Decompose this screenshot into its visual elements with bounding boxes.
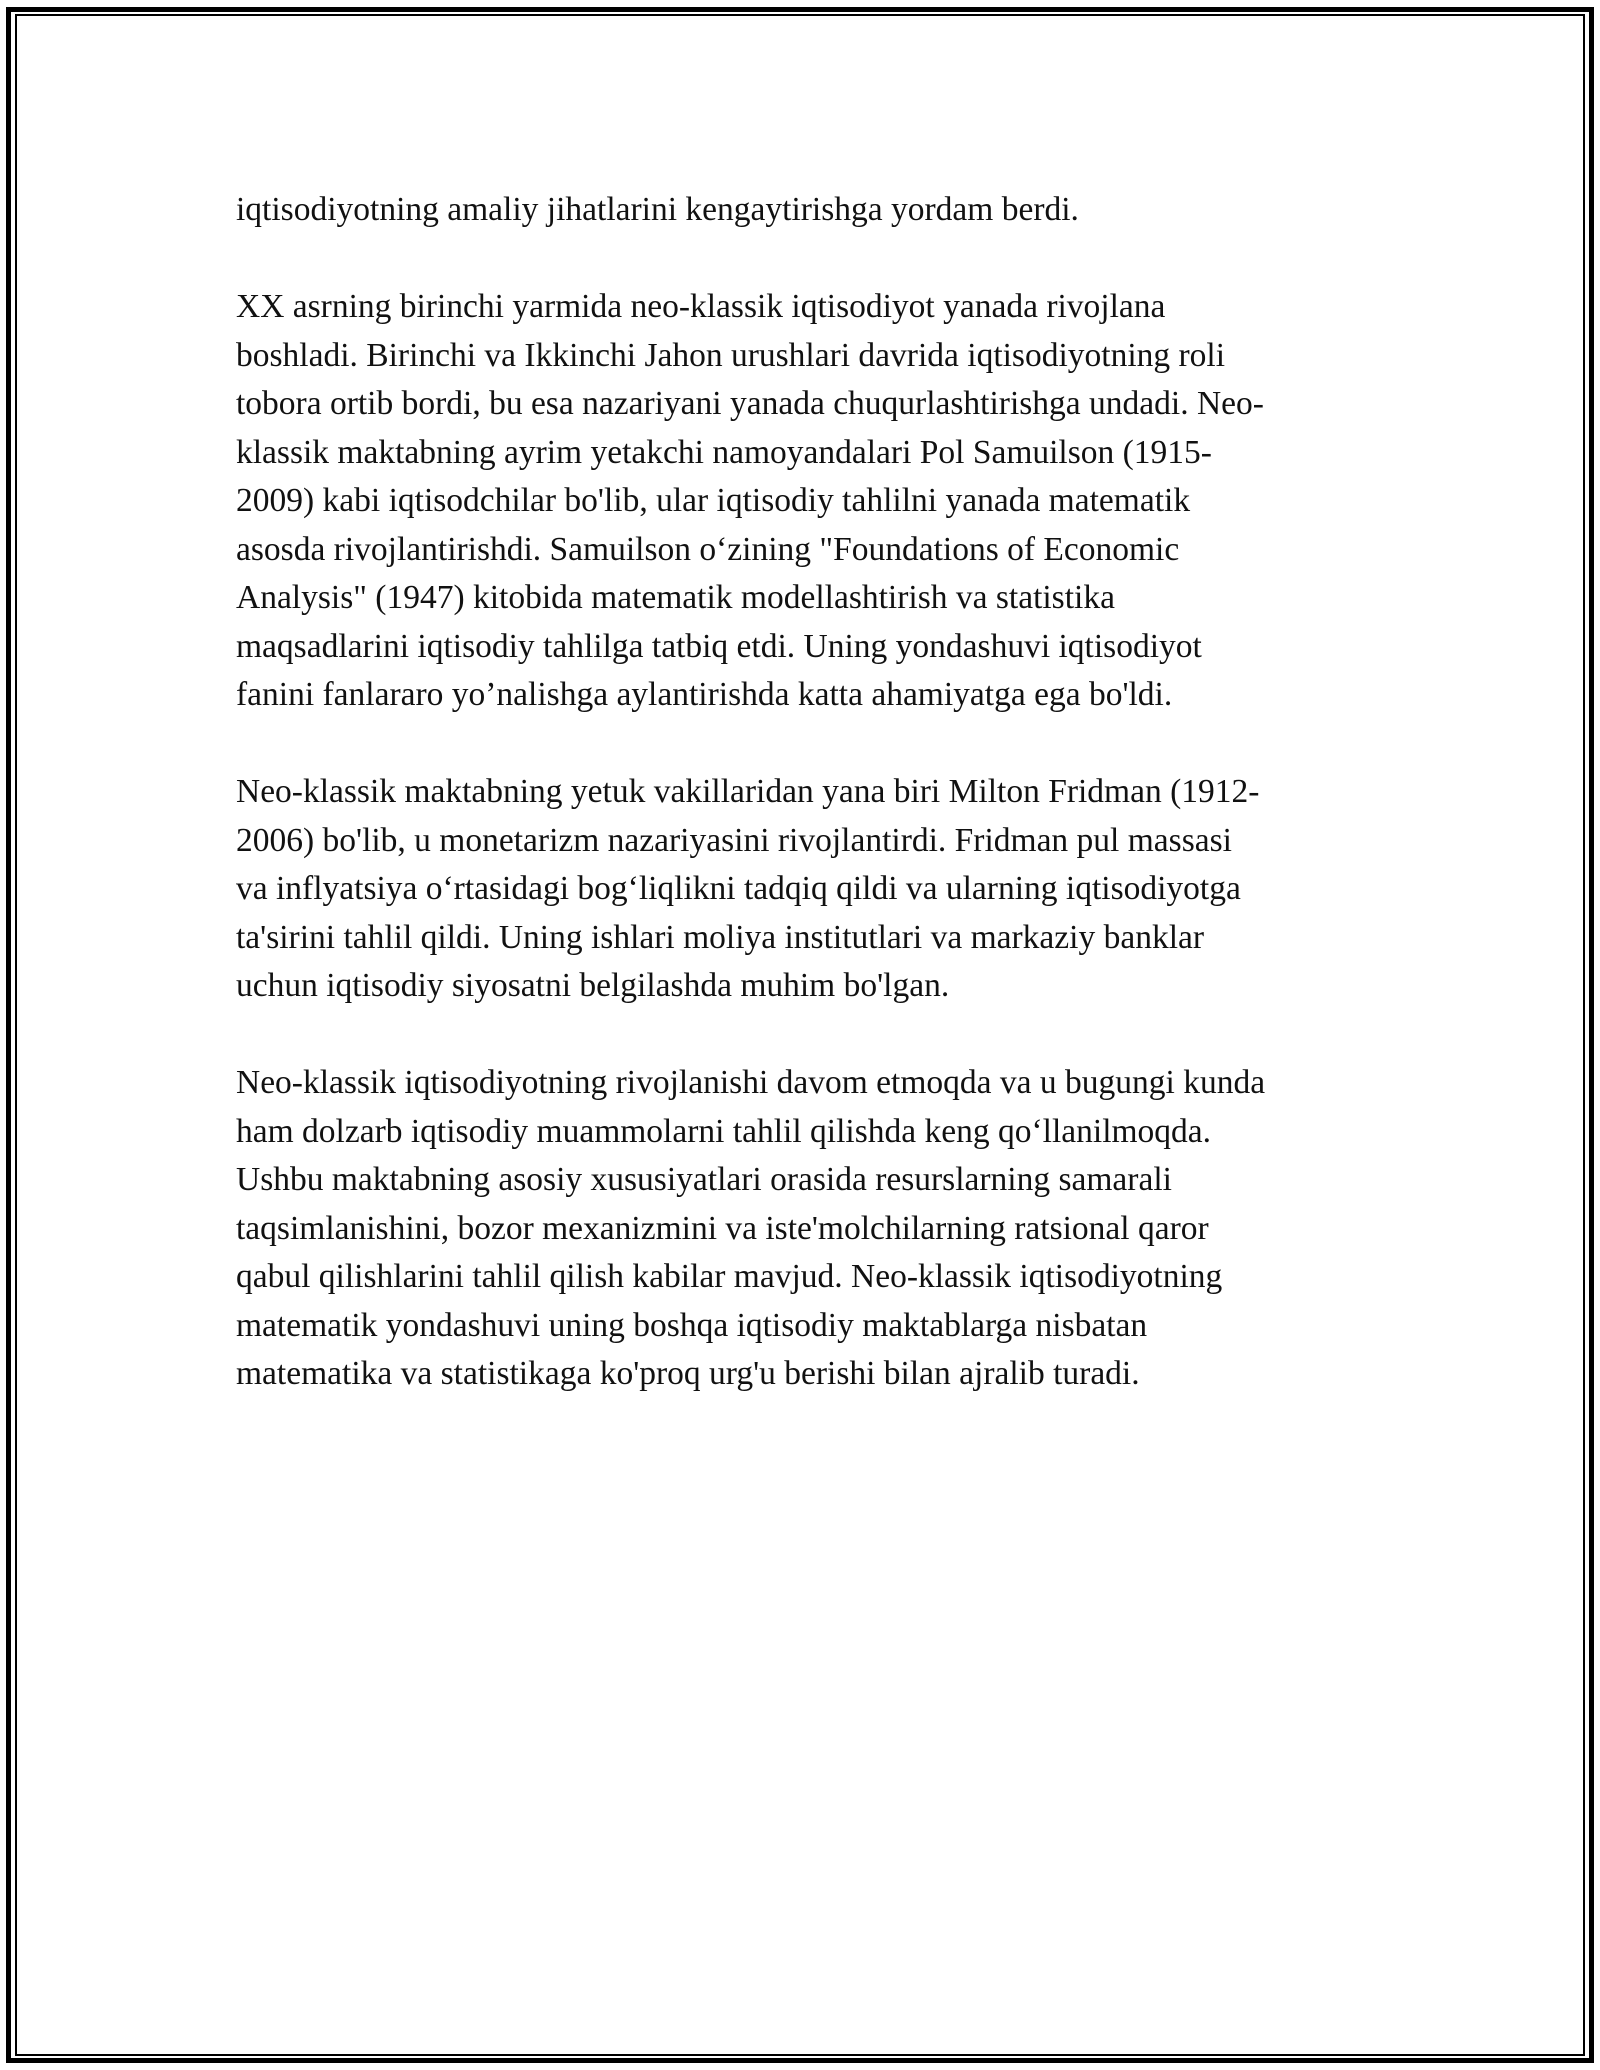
- text-line: matematika va statistikaga ko'proq urg'u berishi bilan ajralib turadi.: [236, 1355, 1140, 1392]
- paragraph-1: [236, 186, 1366, 235]
- text-line: uchun iqtisodiy siyosatni belgilashda muhim bo'lgan.: [236, 967, 950, 1004]
- text-line: fanini fanlararo yo’nalishga aylantirishda katta ahamiyatga ega bo'ldi.: [236, 676, 1173, 713]
- text-line: iqtisodiyotning amaliy jihatlarini kengaytirishga yordam berdi.: [236, 191, 1079, 228]
- text-line: va inflyatsiya o‘rtasidagi bog‘liqlikni tadqiq qildi va ularning iqtisodiyotga: [236, 870, 1241, 907]
- text-line: Analysis" (1947) kitobida matematik modellashtirish va statistika: [236, 579, 1115, 616]
- text-line: boshladi. Birinchi va Ikkinchi Jahon urushlari davrida iqtisodiyotning roli: [236, 336, 1226, 374]
- text-line: 2009) kabi iqtisodchilar bo'lib, ular iqtisodiy tahlilni yanada matematik: [236, 482, 1191, 519]
- text-line: Neo-klassik maktabning yetuk vakillaridan yana biri Milton Fridman (1912-: [236, 773, 1260, 810]
- text-line: 2006) bo'lib, u monetarizm nazariyasini rivojlantirdi. Fridman pul massasi: [236, 821, 1232, 859]
- paragraph-2: [236, 283, 1366, 720]
- text-line: Ushbu maktabning asosiy xususiyatlari orasida resurslarning samarali: [236, 1161, 1172, 1198]
- text-line: Neo-klassik iqtisodiyotning rivojlanishi davom etmoqda va u bugungi kunda: [236, 1064, 1266, 1101]
- text-line: klassik maktabning ayrim yetakchi namoyandalari Pol Samuilson (1915-: [236, 433, 1212, 471]
- text-line: qabul qilishlarini tahlil qilish kabilar mavjud. Neo-klassik iqtisodiyotning: [236, 1258, 1223, 1295]
- text-line: ta'sirini tahlil qildi. Uning ishlari moliya institutlari va markaziy banklar: [236, 918, 1205, 956]
- text-line: maqsadlarini iqtisodiy tahlilga tatbiq etdi. Uning yondashuvi iqtisodiyot: [236, 627, 1202, 665]
- text-line: asosda rivojlantirishdi. Samuilson o‘zining "Foundations of Economic: [236, 530, 1180, 568]
- text-line: tobora ortib bordi, bu esa nazariyani yanada chuqurlashtirishga undadi. Neo-: [236, 385, 1264, 422]
- text-line: XX asrning birinchi yarmida neo-klassik iqtisodiyot yanada rivojlana: [236, 288, 1166, 325]
- paragraph-3: [236, 768, 1366, 1011]
- paragraph-4: [236, 1059, 1366, 1399]
- text-line: ham dolzarb iqtisodiy muammolarni tahlil qilishda keng qo‘llanilmoqda.: [236, 1112, 1212, 1150]
- text-line: taqsimlanishini, bozor mexanizmini va iste'molchilarning ratsional qaror: [236, 1209, 1209, 1247]
- document-body: [236, 186, 1366, 1447]
- text-line: matematik yondashuvi uning boshqa iqtisodiy maktablarga nisbatan: [236, 1306, 1148, 1344]
